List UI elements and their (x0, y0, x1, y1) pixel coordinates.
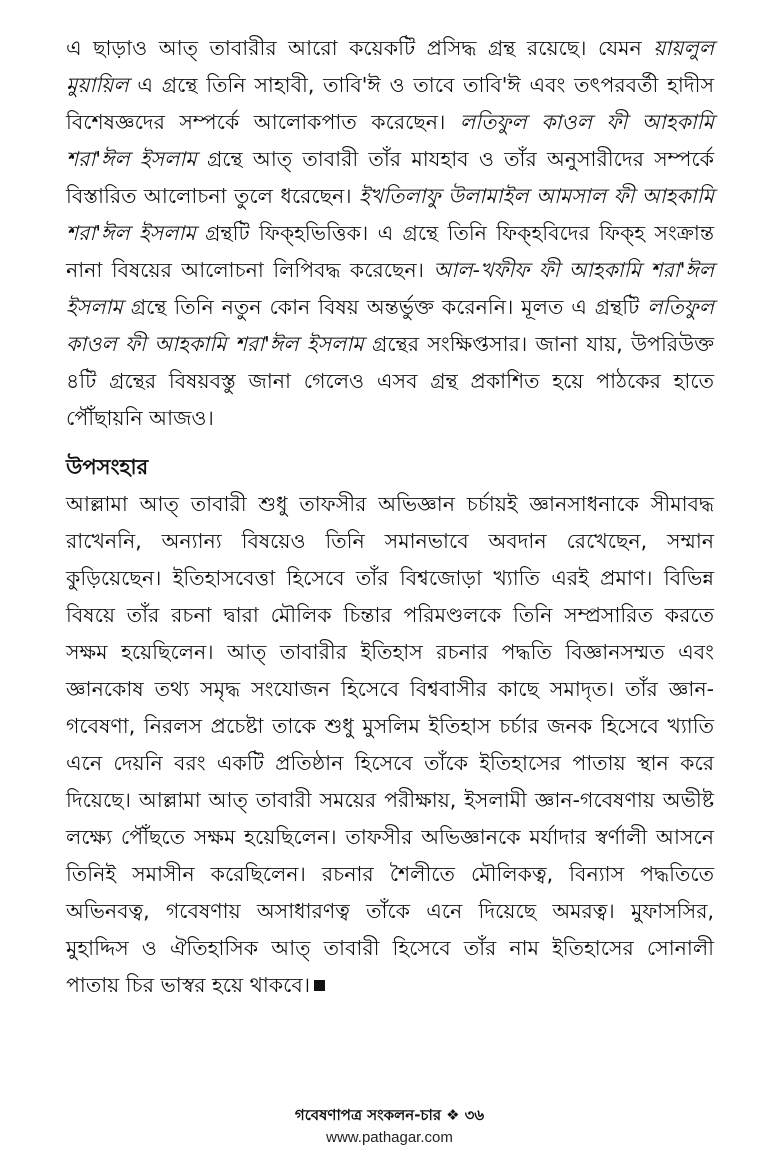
book-title: লতিফুল কাওল ফী আহকামি শরা'ঈল ইসলাম (66, 295, 714, 356)
section-heading: উপসংহার (66, 455, 149, 479)
text-run: আল্লামা আত্ তাবারী শুধু তাফসীর অভিজ্ঞান চর্চায়ই জ্ঞানসাধনাকে সীমাবদ্ধ রাখেননি, অন্যান্য বিষয়েও তিনি সমানভাবে অবদান রেখেছেন, সম্মান কুড়িয়েছেন। ইতিহাসবেত্তা হিসেবে তাঁর বিশ্বজোড়া খ্যাতি এরই প্রমাণ। বিভিন্ন বিষয়ে তাঁর রচনা দ্বারা মৌলিক চিন্তার পরিমণ্ডলকে তিনি সম্প্রসারিত করতে সক্ষম হয়েছিলেন। আত্ তাবারীর ইতিহাস রচনার পদ্ধতি বিজ্ঞানসম্মত এবং জ্ঞানকোষ তথ্য সমৃদ্ধ সংযোজন হিসেবে বিশ্ববাসীর কাছে সমাদৃত। তাঁর জ্ঞান-গবেষণা, নিরলস প্রচেষ্টা তাকে শুধু মুসলিম ইতিহাস চর্চার জনক হিসেবে খ্যাতি এনে দেয়নি বরং একটি প্রতিষ্ঠান হিসেবে তাঁকে ইতিহাসের পাতায় স্থান করে দিয়েছে। আল্লামা আত্ তাবারী সময়ের পরীক্ষায়, ইসলামী জ্ঞান-গবেষণায় অভীষ্ট লক্ষ্যে পৌঁছতে সক্ষম হয়েছিলেন। তাফসীর অভিজ্ঞানকে মর্যাদার স্বর্ণালী আসনে তিনিই সমাসীন করেছিলেন। রচনার শৈলীতে মৌলিকত্ব, বিন্যাস পদ্ধতিতে অভিনবত্ব, গবেষণায় অসাধারণত্ব তাঁকে এনে দিয়েছে অমরত্ব। মুফাসসির, মুহাদ্দিস ও ঐতিহাসিক আত্ তাবারী হিসেবে তাঁর নাম ইতিহাসের সোনালী পাতায় চির ভাস্বর হয়ে থাকবে। (66, 492, 714, 997)
book-title: ইখতিলাফু উলামাইল আমসাল ফী আহকামি শরা'ঈল ইসলাম (66, 184, 714, 245)
footer-title: গবেষণাপত্র সংকলন-চার (294, 1106, 442, 1124)
book-title: আল-খফীফ ফী আহকামি শরা'ঈল ইসলাম (66, 258, 714, 319)
page-footer (0, 1105, 779, 1125)
paragraph-books (66, 30, 714, 437)
book-title: লতিফুল কাওল ফী আহকামি শরা'ঈল ইসলাম (66, 110, 715, 171)
text-run: গ্রন্থের সংক্ষিপ্তসার। জানা যায়, উপরিউক্ত ৪টি গ্রন্থের বিষয়বস্তু জানা গেলেও এসব গ্রন্থ প্রকাশিত হয়ে পাঠকের হাতে পৌঁছায়নি আজও। (66, 332, 714, 430)
book-title: য়ায়লুল মুয়ায়িল (66, 36, 714, 97)
end-mark-square (314, 980, 325, 991)
text-run: এ ছাড়াও আত্ তাবারীর আরো কয়েকটি প্রসিদ্ধ গ্রন্থ রয়েছে। যেমন (66, 36, 654, 60)
text-run: এ গ্রন্থে তিনি সাহাবী, তাবি'ঈ ও তাবে তাবি'ঈ এবং তৎপরবর্তী হাদীস বিশেষজ্ঞদের সম্পর্কে আলোকপাত করেছেন। (66, 73, 714, 134)
page-number: ৩৬ (464, 1106, 485, 1124)
diamond-separator-icon: ❖ (446, 1106, 460, 1124)
paragraph-conclusion (66, 486, 714, 1004)
page-content (66, 30, 714, 1004)
text-run: গ্রন্থটি ফিক্হভিত্তিক। এ গ্রন্থে তিনি ফিক্হবিদের ফিক্হ সংক্রান্ত নানা বিষয়ের আলোচনা লিপিবদ্ধ করেছেন। (66, 221, 714, 282)
text-run: গ্রন্থে তিনি নতুন কোন বিষয় অন্তর্ভুক্ত করেননি। মূলত এ গ্রন্থটি (122, 295, 648, 319)
text-run: গ্রন্থে আত্ তাবারী তাঁর মাযহাব ও তাঁর অনুসারীদের সম্পর্কে বিস্তারিত আলোচনা তুলে ধরেছেন। (66, 147, 715, 208)
footer-url: www.pathagar.com (326, 1129, 453, 1146)
